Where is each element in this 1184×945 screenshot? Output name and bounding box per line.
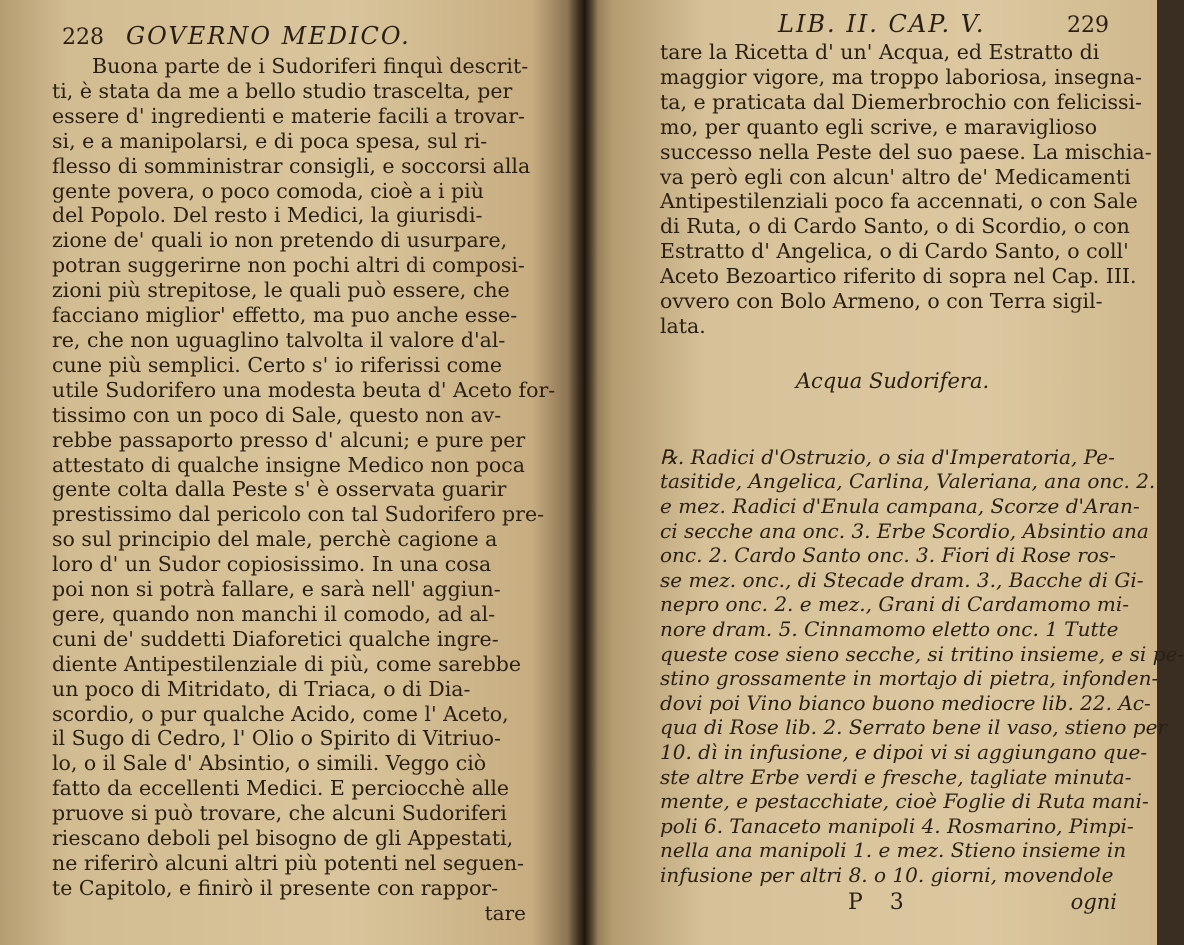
text-line: diente Antipestilenziale di più, come sarebbe — [52, 651, 522, 676]
text-line: poi non si potrà fallare, e sarà nell' aggiun- — [52, 577, 501, 602]
text-line: potran suggerirne non pochi altri di composi- — [52, 253, 525, 278]
right-catchword: ogni — [1070, 889, 1117, 914]
text-line: fatto da eccellenti Medici. E perciocchè alle — [52, 776, 510, 801]
text-line: Aceto Bezoartico riferito di sopra nel Cap. III. — [660, 264, 1137, 289]
recipe-line: ste altre Erbe verdi e fresche, tagliate minuta- — [660, 764, 1132, 789]
recipe-line: poli 6. Tanaceto manipoli 4. Rosmarino, Pimpi- — [660, 813, 1134, 838]
text-line: va però egli con alcun' altro de' Medicamenti — [660, 164, 1131, 189]
text-line: lo, o il Sale d' Absintio, o simili. Veggo ciò — [52, 751, 487, 776]
recipe-line: ℞. Radici d'Ostruzio, o sia d'Imperatoria, Pe- — [660, 444, 1115, 469]
text-line: ovvero con Bolo Armeno, o con Terra sigil- — [660, 289, 1103, 314]
text-line: ta, e praticata dal Diemerbrochio con felicissi- — [660, 89, 1142, 114]
text-line: tissimo con un poco di Sale, questo non av- — [52, 402, 502, 427]
recipe-line: mente, e pestacchiate, cioè Foglie di Ruta mani- — [660, 789, 1149, 814]
right-page — [578, 0, 1184, 945]
recipe-line: nepro onc. 2. e mez., Grani di Cardamomo mi- — [660, 592, 1130, 617]
recipe-line: queste cose sieno secche, si tritino insieme, e si pe- — [660, 641, 1184, 666]
recipe-line: dovi poi Vino bianco buono mediocre lib. 22. Ac- — [660, 690, 1151, 715]
left-running-head: GOVERNO MEDICO. — [126, 22, 411, 50]
text-line: Antipestilenziali poco fa accennati, o con Sale — [660, 189, 1138, 214]
right-page-number: 229 — [1067, 13, 1109, 38]
text-line: loro d' un Sudor copiosissimo. In una cosa — [52, 552, 492, 577]
text-line: cune più semplici. Certo s' io riferissi come — [52, 352, 503, 377]
left-running-header — [52, 22, 556, 52]
text-line: gere, quando non manchi il comodo, ad al- — [52, 601, 496, 626]
text-line: so sul principio del male, perchè cagione a — [52, 527, 498, 552]
recipe-line: se mez. onc., di Stecade dram. 3., Bacche di Gi- — [660, 567, 1144, 592]
text-line: flesso di somministrar consigli, e soccorsi alla — [52, 153, 531, 178]
text-line: un poco di Mitridato, di Triaca, o di Dia- — [52, 676, 471, 701]
text-line: cuni de' suddetti Diaforetici qualche ingre- — [52, 626, 499, 651]
right-running-header — [618, 10, 1127, 40]
text-line: successo nella Peste del suo paese. La mischia- — [660, 139, 1152, 164]
recipe-text — [618, 444, 1184, 888]
left-body-text — [52, 54, 556, 901]
right-running-head: LIB. II. CAP. V. — [778, 10, 986, 38]
text-line: ne riferirò alcuni altri più potenti nel seguen- — [52, 851, 524, 875]
text-line: il Sugo di Cedro, l' Olio o Spirito di Vitriuo- — [52, 726, 501, 751]
text-line: mo, per quanto egli scrive, e maraviglioso — [660, 114, 1098, 139]
text-line: gente povera, o poco comoda, cioè a i più — [52, 178, 484, 203]
text-line: re, che non uguaglino talvolta il valore d'al- — [52, 327, 506, 352]
recipe-line: ci secche ana onc. 3. Erbe Scordio, Absintio ana — [660, 518, 1149, 543]
text-line: gente colta dalla Peste s' è osservata guarir — [52, 477, 507, 502]
text-line: tare la Ricetta d' un' Acqua, ed Estratto di — [660, 40, 1100, 64]
recipe-line: e mez. Radici d'Enula campana, Scorze d'Aran- — [660, 494, 1140, 519]
text-line: scordio, o pur qualche Acido, come l' Aceto, — [52, 701, 509, 726]
text-line: zione de' quali io non pretendo di usurpare, — [52, 228, 508, 253]
recipe-line: nore dram. 5. Cinnamomo eletto onc. 1 Tutte — [660, 617, 1119, 642]
text-line: facciano miglior' effetto, ma puo anche esse- — [52, 303, 518, 328]
text-line: Estratto d' Angelica, o di Cardo Santo, o coll' — [660, 239, 1129, 264]
recipe-line: nella ana manipoli 1. e mez. Stieno insieme in — [660, 838, 1127, 863]
left-catchword: tare — [484, 900, 526, 925]
text-line: di Ruta, o di Cardo Santo, o di Scordio, o con — [660, 214, 1130, 239]
signature-mark: P 3 — [848, 889, 914, 915]
text-line: rebbe passaporto presso d' alcuni; e pure per — [52, 427, 526, 452]
recipe-line: onc. 2. Cardo Santo onc. 3. Fiori di Rose ros- — [660, 543, 1116, 568]
section-title: Acqua Sudorifera. — [795, 368, 990, 393]
right-page-footer — [618, 890, 1127, 915]
text-line: riescano deboli pel bisogno de gli Appestati, — [52, 826, 514, 851]
book-gutter — [568, 0, 598, 945]
text-line: utile Sudorifero una modesta beuta d' Aceto for- — [52, 377, 556, 402]
text-line: Buona parte de i Sudoriferi finquì descrit- — [92, 54, 529, 78]
text-line: lata. — [660, 313, 706, 338]
text-line: del Popolo. Del resto i Medici, la giurisdi- — [52, 203, 483, 228]
text-line: maggior vigore, ma troppo laboriosa, insegna- — [660, 64, 1142, 89]
recipe-line: stino grossamente in mortajo di pietra, infonden- — [660, 666, 1159, 691]
right-body-text — [618, 40, 1152, 339]
text-line: pruove si può trovare, che alcuni Sudoriferi — [52, 801, 507, 826]
left-page-number: 228 — [62, 25, 104, 50]
recipe-line: 10. dì in infusione, e dipoi vi si aggiungano que- — [660, 740, 1148, 764]
text-line: zioni più strepitose, le quali può essere, che — [52, 278, 510, 303]
text-line: essere d' ingredienti e materie facili a trovar- — [52, 103, 525, 128]
text-line: si, e a manipolarsi, e di poca spesa, sul ri- — [52, 128, 488, 153]
recipe-line: infusione per altri 8. o 10. giorni, movendole — [660, 862, 1114, 887]
recipe-line: tasitide, Angelica, Carlina, Valeriana, ana onc. 2. — [660, 469, 1156, 494]
recipe-line: qua di Rose lib. 2. Serrato bene il vaso, stieno per — [660, 715, 1167, 740]
text-line: ti, è stata da me a bello studio trascelta, per — [52, 78, 513, 103]
text-line: attestato di qualche insigne Medico non poca — [52, 452, 525, 477]
text-line: prestissimo dal pericolo con tal Sudorifero pre- — [52, 502, 545, 527]
text-line: te Capitolo, e finirò il presente con rappor- — [52, 875, 499, 900]
left-page — [0, 0, 578, 945]
